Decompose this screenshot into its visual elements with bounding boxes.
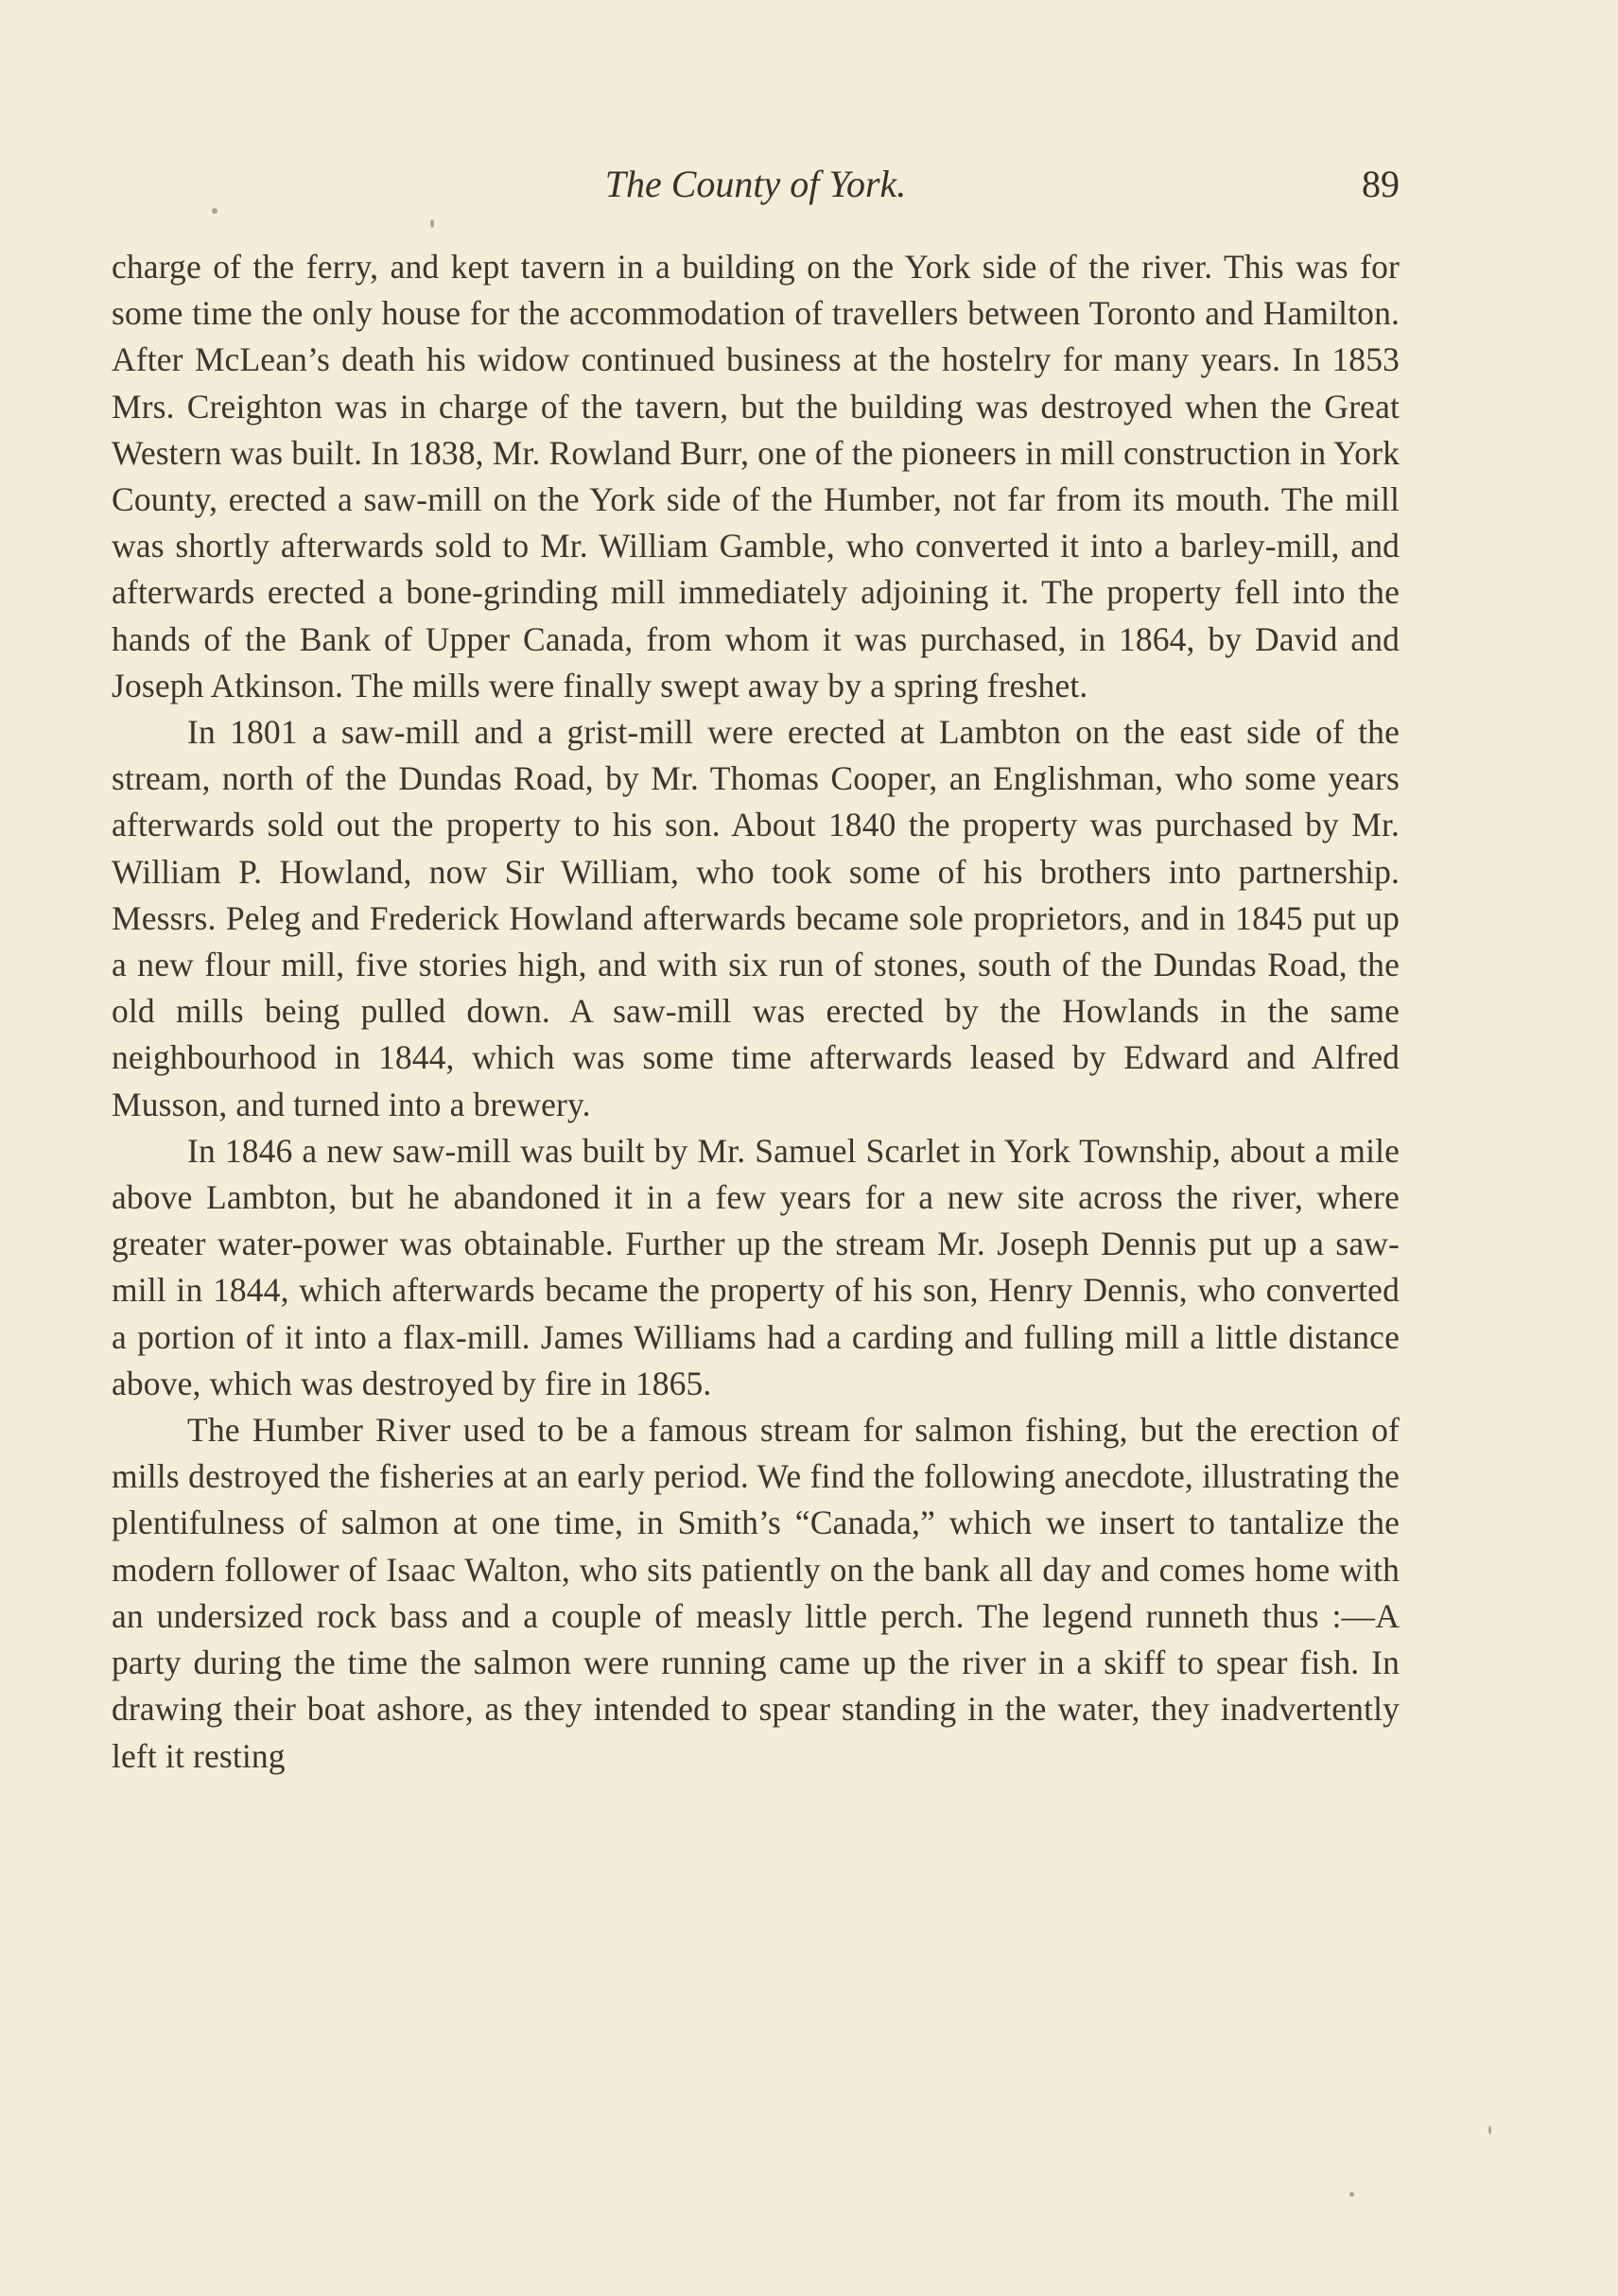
paragraph-ferry-tavern: charge of the ferry, and kept tavern in a building on the York side of the river. This was for some time the only house for the accommodation of travellers between Toronto and Hamilton. After McLean’s death his widow continued business at the hostelry for many years. In 1853 Mrs. Creighton was in charge of the tavern, but the building was destroyed when the Great Western was built. In 1838, Mr. Rowland Burr, one of the pioneers in mill construction in York County, erected a saw-mill on the York side of the Humber, not far from its mouth. The mill was shortly afterwards sold to Mr. William Gamble, who converted it into a barley-mill, and afterwards erected a bone-grinding mill immediately adjoining it. The property fell into the hands of the Bank of Upper Canada, from whom it was purchased, in 1864, by David and Joseph Atkinson. The mills were finally swept away by a spring freshet. [112, 248, 1400, 704]
paper-speck [430, 219, 434, 228]
body-text [112, 244, 1400, 1780]
paper-speck [1349, 2192, 1354, 2197]
paragraph-scarlet-sawmill: In 1846 a new saw-mill was built by Mr. Samuel Scarlet in York Township, about a mile above Lambton, but he abandoned it in a few years for a new site across the river, where greater water-power was obtainable. Further up the stream Mr. Joseph Dennis put up a saw-mill in 1844, which afterwards became the property of his son, Henry Dennis, who converted a portion of it into a flax-mill. James Williams had a carding and fulling mill a little distance above, which was destroyed by fire in 1865. [112, 1131, 1400, 1402]
paragraph-humber-salmon: The Humber River used to be a famous stream for salmon fishing, but the erection of mills destroyed the fisheries at an early period. We find the following anecdote, illustrating the plentifulness of salmon at one time, in Smith’s “Canada,” which we insert to tantalize the modern follower of Isaac Walton, who sits patiently on the bank all day and comes home with an undersized rock bass and a couple of measly little perch. The legend runneth thus :—A party during the time the salmon were running came up the river in a skiff to spear fish. In drawing their boat ashore, as they intended to spear standing in the water, they inadvertently left it resting [112, 1411, 1400, 1775]
paragraph-lambton-mills: In 1801 a saw-mill and a grist-mill were erected at Lambton on the east side of the stream, north of the Dundas Road, by Mr. Thomas Cooper, an Englishman, who some years afterwards sold out the property to his son. About 1840 the property was purchased by Mr. William P. Howland, now Sir William, who took some of his brothers into partnership. Messrs. Peleg and Frederick Howland afterwards became sole proprietors, and in 1845 put up a new flour mill, five stories high, and with six run of stones, south of the Dundas Road, the old mills being pulled down. A saw-mill was erected by the Howlands in the same neighbourhood in 1844, which was some time afterwards leased by Edward and Alfred Musson, and turned into a brewery. [112, 713, 1400, 1123]
paper-speck [1488, 2126, 1491, 2134]
paper-speck [212, 208, 217, 214]
running-title: The County of York. [604, 163, 907, 205]
page-number: 89 [1362, 163, 1400, 205]
running-head [112, 156, 1400, 213]
